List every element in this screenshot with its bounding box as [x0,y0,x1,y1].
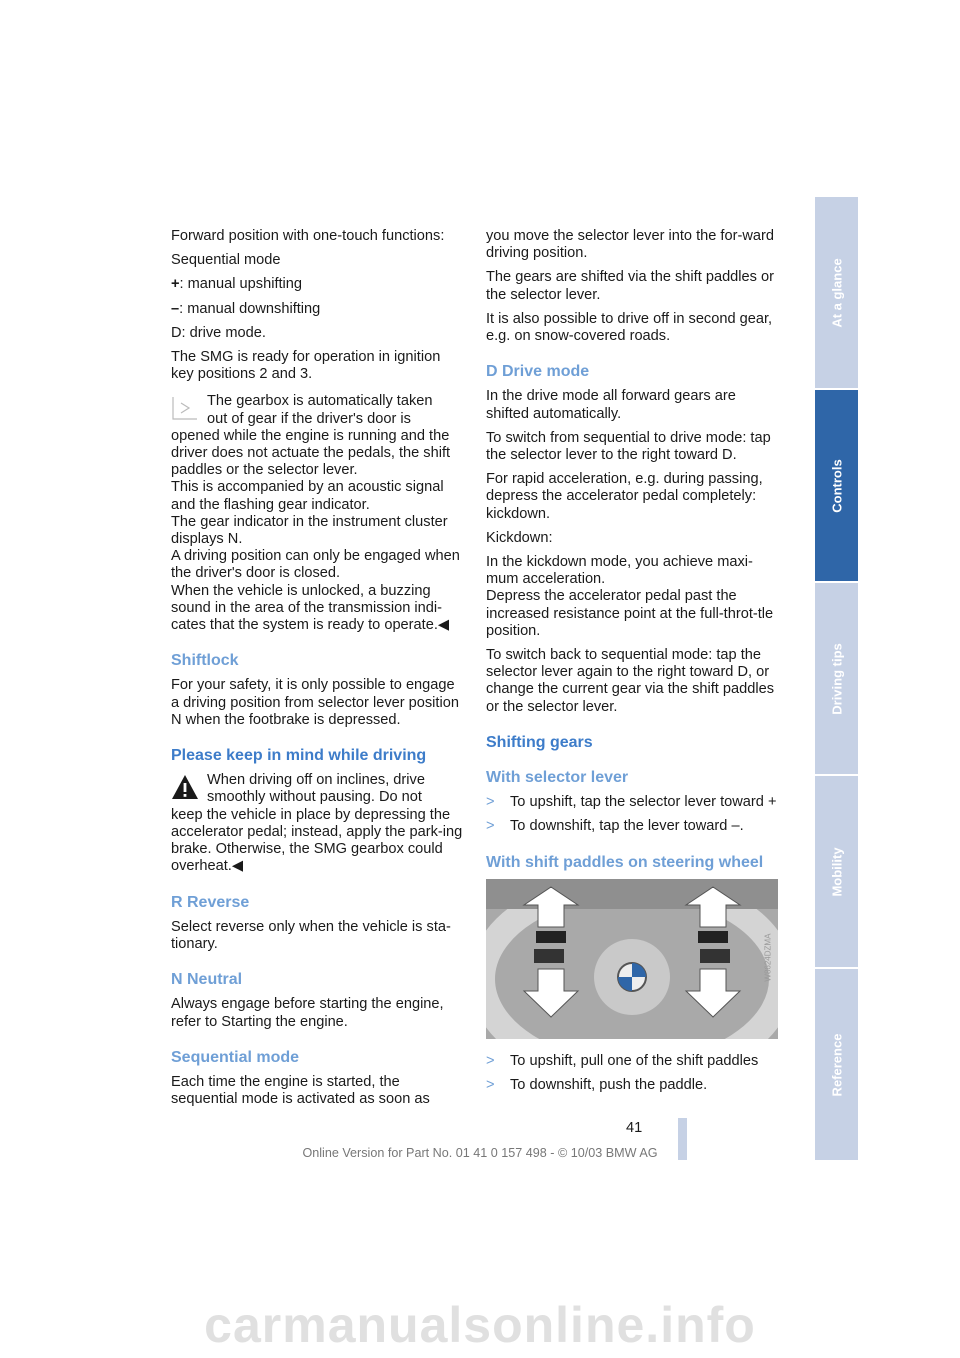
paragraph: Each time the engine is started, the sequential mode is activated as soon as [171,1073,430,1108]
note-block: The gearbox is automatically taken out of gear if the driver's door is opened while the engine is running and the driver does not actuate the pedals, the shift paddles or the selector lever. This is accompanied by an acoustic signal and the flashing gear indicator. The gear indicator in the instrument cluster displays N. A driving position can only be engaged when the driver's door is closed. When the vehicle is unlocked, a buzzing sound in the area of the transmission indi-cates that the system is ready to operate.◀ [171,393,460,634]
paragraph: To switch from sequential to drive mode: tap the selector lever to the right toward D. [486,429,771,464]
right-column [486,228,778,1101]
paragraph: Select reverse only when the vehicle is sta-tionary. [171,918,451,952]
note-icon [171,395,199,421]
paragraph: you move the selector lever into the for-ward driving position. [486,228,774,262]
paragraph: In the kickdown mode, you achieve maxi-mum acceleration. Depress the accelerator pedal past the increased resistance point at the full-throt-tle position. [486,554,774,639]
steering-wheel-figure [486,879,778,1039]
list-item: –: manual downshifting [171,300,321,317]
list-item: > To downshift, push the paddle. [486,1077,708,1094]
list-item: +: manual upshifting [171,276,303,293]
chapter-tabs [815,197,858,1162]
section-heading: Please keep in mind while driving [171,747,427,765]
paragraph: For rapid acceleration, e.g. during passing, depress the accelerator pedal completely: kickdown. [486,471,763,522]
paragraph: The SMG is ready for operation in ignition key positions 2 and 3. [171,349,441,383]
left-column [171,228,463,1115]
paragraph: In the drive mode all forward gears are shifted automatically. [486,388,736,422]
figure-code: W8624DZMA [763,933,773,982]
list-item: > To upshift, tap the selector lever toward + [486,794,777,811]
list-item: > To downshift, tap the lever toward –. [486,818,744,835]
paragraph: Kickdown: [486,529,553,546]
watermark: carmanualsonline.info [204,1297,756,1353]
end-mark: ◀ [231,858,244,875]
section-heading: Shifting gears [486,733,593,751]
steering-wheel-illustration [486,879,778,1039]
paragraph: To switch back to sequential mode: tap the selector lever again to the right toward D, or change the current gear via the shift paddles or the selector lever. [486,647,775,715]
section-heading: N Neutral [171,971,243,989]
paragraph: It is also possible to drive off in second gear, e.g. on snow-covered roads. [486,310,773,345]
paragraph: For your safety, it is only possible to engage a driving position from selector lever position N when the footbrake is depressed. [171,677,459,728]
section-heading: Sequential mode [171,1048,300,1066]
subsection-heading: With selector lever [486,769,629,787]
tab-mobility[interactable]: Mobility [815,776,858,967]
section-heading: Shiftlock [171,652,239,670]
page-number: 41 [626,1120,643,1136]
paragraph: The gears are shifted via the shift paddles or the selector lever. [486,269,774,303]
tab-reference[interactable]: Reference [815,969,858,1160]
tab-driving-tips[interactable]: Driving tips [815,583,858,774]
tab-controls[interactable]: Controls [815,390,858,581]
list-item: > To upshift, pull one of the shift paddles [486,1052,759,1069]
section-heading: D Drive mode [486,363,590,381]
end-mark: ◀ [437,617,450,634]
subsection-heading: With shift paddles on steering wheel [486,853,764,871]
footer-text: Online Version for Part No. 01 41 0 157 498 - © 10/03 BMW AG [302,1146,658,1160]
list-item: D: drive mode. [171,324,266,341]
paragraph: Forward position with one-touch functions: [171,228,445,244]
warning-block: When driving off on inclines, drive smoothly without pausing. Do not keep the vehicle in place by depressing the accelerator pedal; instead, apply the park-ing brake. Otherwise, the SMG gearbox could overheat.◀ [171,772,463,875]
warning-icon [171,774,199,800]
paragraph: Sequential mode [171,252,281,269]
section-heading: R Reverse [171,893,250,911]
paragraph: Always engage before starting the engine, refer to Starting the engine. [171,996,444,1030]
tab-at-a-glance[interactable]: At a glance [815,197,858,388]
